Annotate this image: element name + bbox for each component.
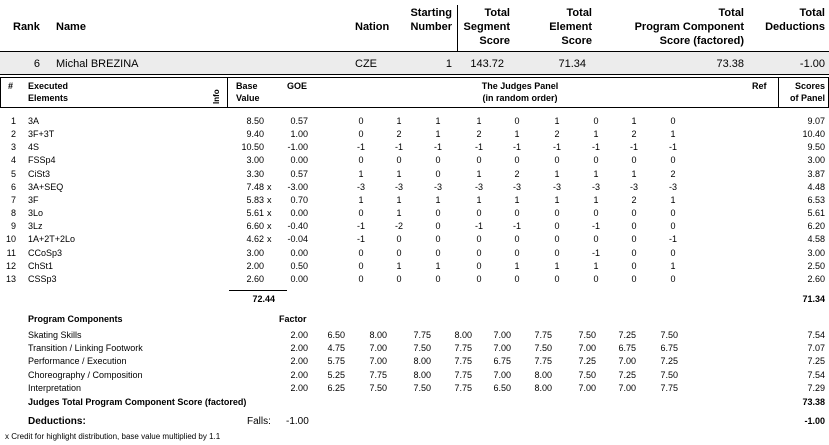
component-name: Interpretation (28, 382, 82, 393)
judge-goe-score: 1 (476, 168, 482, 179)
judge-goe-score: -1 (629, 142, 638, 153)
element-code: CSSp3 (28, 273, 57, 284)
judge-goe-score: 0 (358, 208, 364, 219)
judge-goe-score: -1 (668, 142, 677, 153)
element-goe: -0.04 (287, 234, 308, 245)
judge-goe-score: 2 (514, 168, 520, 179)
element-number: 5 (10, 168, 16, 179)
components-total-label: Judges Total Program Component Score (factored) (28, 397, 247, 407)
judge-goe-score: 0 (476, 273, 482, 284)
judge-component-score: 7.25 (660, 356, 678, 367)
element-goe: 0.00 (290, 155, 308, 166)
judge-goe-score: 1 (435, 260, 441, 271)
judge-component-score: 7.75 (454, 343, 472, 354)
judge-component-score: 6.75 (660, 343, 678, 354)
judge-component-score: 8.00 (534, 382, 552, 393)
element-goe: 0.00 (290, 273, 308, 284)
element-panel-score: 10.40 (802, 129, 825, 140)
judge-goe-score: -1 (394, 142, 403, 153)
element-base-value: 7.48 (246, 181, 264, 192)
judge-goe-score: 1 (514, 194, 520, 205)
component-factor: 2.00 (290, 330, 308, 340)
judge-goe-score: 0 (593, 155, 599, 166)
judge-component-score: 5.25 (327, 369, 345, 380)
element-goe: 1.00 (290, 129, 308, 140)
athlete-starting-number: 1 (445, 58, 452, 70)
judge-component-score: 6.75 (493, 356, 511, 367)
judge-goe-score: 0 (631, 260, 637, 271)
judge-goe-score: -1 (668, 234, 677, 245)
judge-goe-score: 0 (435, 221, 441, 232)
element-base-value: 2.60 (246, 273, 264, 284)
component-factor: 2.00 (290, 369, 308, 380)
judge-goe-score: 0 (554, 234, 560, 245)
judge-goe-score: 0 (554, 155, 560, 166)
header-segment-1: Total (484, 7, 510, 19)
header-segment-3: Score (479, 35, 510, 47)
header-deductions-1: Total (799, 7, 825, 19)
judge-goe-score: 0 (554, 247, 560, 258)
header-base-2: Value (236, 93, 260, 103)
header-scores-2: of Panel (789, 93, 825, 103)
element-goe: 0.57 (290, 116, 308, 126)
judge-component-score: 7.75 (534, 356, 552, 367)
header-name: Name (56, 21, 86, 33)
judge-goe-score: 0 (435, 273, 441, 284)
judge-goe-score: -1 (356, 234, 365, 245)
judge-component-score: 7.00 (618, 382, 636, 393)
judge-goe-score: 1 (435, 116, 441, 126)
judge-component-score: 7.00 (493, 369, 511, 380)
element-panel-score: 9.50 (807, 142, 825, 153)
athlete-nation: CZE (355, 58, 377, 70)
element-number: 9 (10, 221, 16, 232)
judge-component-score: 7.50 (534, 343, 552, 354)
element-credit-mark: x (267, 234, 272, 245)
athlete-total-deductions: -1.00 (799, 58, 825, 70)
judge-component-score: 7.50 (369, 382, 387, 393)
judge-goe-score: 0 (631, 234, 637, 245)
judge-goe-score: -2 (394, 221, 403, 232)
header-rank: Rank (13, 21, 40, 33)
judge-goe-score: 0 (476, 208, 482, 219)
judge-goe-score: -3 (552, 181, 561, 192)
judge-goe-score: 0 (631, 155, 637, 166)
element-goe: -0.40 (287, 221, 308, 232)
deductions-label: Deductions: (28, 416, 86, 427)
judge-goe-score: 1 (435, 194, 441, 205)
judge-goe-score: -3 (394, 181, 403, 192)
deductions-falls-label: Falls: (247, 416, 271, 427)
element-base-value: 3.30 (246, 168, 264, 179)
judge-goe-score: 1 (554, 168, 560, 179)
header-num: # (8, 81, 14, 91)
judge-goe-score: 0 (476, 260, 482, 271)
element-number: 7 (10, 194, 16, 205)
element-code: CiSt3 (28, 168, 51, 179)
judge-goe-score: 0 (358, 260, 364, 271)
header-goe: GOE (287, 81, 308, 91)
athlete-total-pcs: 73.38 (716, 58, 744, 70)
judge-component-score: 8.00 (454, 330, 472, 340)
judge-component-score: 8.00 (534, 369, 552, 380)
judge-goe-score: 0 (435, 208, 441, 219)
element-panel-score: 5.61 (807, 208, 825, 219)
element-code: 3A+SEQ (28, 181, 64, 192)
judge-goe-score: -1 (474, 221, 483, 232)
judge-goe-score: -3 (356, 181, 365, 192)
judge-goe-score: 0 (358, 116, 364, 126)
header-nation: Nation (355, 21, 390, 33)
judge-goe-score: 2 (631, 129, 637, 140)
judge-goe-score: 0 (396, 155, 402, 166)
judge-goe-score: -1 (433, 142, 442, 153)
component-name: Performance / Execution (28, 356, 127, 367)
judge-component-score: 5.75 (327, 356, 345, 367)
judge-goe-score: 0 (554, 208, 560, 219)
judge-component-score: 7.50 (413, 382, 431, 393)
judge-goe-score: 0 (476, 155, 482, 166)
element-code: 3Lo (28, 208, 44, 219)
element-panel-score: 3.87 (807, 168, 825, 179)
judge-goe-score: -1 (552, 142, 561, 153)
judge-goe-score: 0 (435, 247, 441, 258)
judge-component-score: 7.75 (660, 382, 678, 393)
header-element-3: Score (561, 35, 592, 47)
judge-goe-score: -3 (591, 181, 600, 192)
judge-component-score: 7.25 (618, 369, 636, 380)
header-judges-panel: The Judges Panel (481, 81, 559, 91)
judge-goe-score: -1 (591, 142, 600, 153)
element-number: 13 (5, 273, 16, 284)
element-goe: 0.70 (290, 194, 308, 205)
judge-goe-score: 0 (514, 234, 520, 245)
judge-goe-score: 1 (593, 260, 599, 271)
total-base-value: 72.44 (252, 294, 275, 304)
element-number: 4 (10, 155, 16, 166)
element-goe: 0.00 (290, 208, 308, 219)
judge-goe-score: 2 (631, 194, 637, 205)
judge-goe-score: 1 (435, 129, 441, 140)
judge-goe-score: 2 (554, 129, 560, 140)
judge-component-score: 7.50 (578, 330, 596, 340)
judge-goe-score: 0 (670, 116, 676, 126)
judge-goe-score: 1 (396, 168, 402, 179)
judge-goe-score: -3 (629, 181, 638, 192)
element-code: 1A+2T+2Lo (28, 234, 76, 245)
judge-component-score: 7.50 (660, 369, 678, 380)
component-name: Skating Skills (28, 330, 82, 340)
element-base-value: 6.60 (246, 221, 264, 232)
judge-component-score: 8.00 (413, 356, 431, 367)
judge-component-score: 7.75 (369, 369, 387, 380)
judge-goe-score: 0 (554, 273, 560, 284)
judge-goe-score: -1 (512, 221, 521, 232)
component-name: Transition / Linking Footwork (28, 343, 143, 354)
deductions-total: -1.00 (804, 416, 825, 426)
judge-goe-score: 1 (670, 194, 676, 205)
judge-goe-score: 0 (593, 208, 599, 219)
judge-goe-score: 0 (514, 116, 520, 126)
element-base-value: 9.40 (246, 129, 264, 140)
judge-goe-score: 1 (514, 129, 520, 140)
element-base-value: 3.00 (246, 247, 264, 258)
judge-goe-score: 1 (593, 194, 599, 205)
element-base-value: 10.50 (241, 142, 264, 153)
judge-component-score: 7.75 (454, 369, 472, 380)
header-element-1: Total (566, 7, 592, 19)
judge-goe-score: -3 (668, 181, 677, 192)
judge-goe-score: 0 (358, 129, 364, 140)
judge-component-score: 7.50 (660, 330, 678, 340)
element-base-value: 2.00 (246, 260, 264, 271)
element-number: 8 (10, 208, 16, 219)
judge-goe-score: 2 (670, 168, 676, 179)
header-pcs-3: Score (factored) (659, 35, 744, 47)
header-ref: Ref (752, 81, 767, 91)
element-panel-score: 3.00 (807, 155, 825, 166)
element-credit-mark: x (267, 194, 272, 205)
judge-component-score: 7.00 (493, 343, 511, 354)
judge-component-score: 7.75 (454, 382, 472, 393)
judge-goe-score: 0 (670, 273, 676, 284)
element-code: 3A (28, 116, 40, 126)
judge-goe-score: -1 (591, 247, 600, 258)
header-starting-1: Starting (410, 7, 452, 19)
element-credit-mark: x (267, 208, 272, 219)
judge-component-score: 7.00 (618, 356, 636, 367)
judge-goe-score: 1 (670, 129, 676, 140)
judge-goe-score: -1 (591, 221, 600, 232)
judge-component-score: 7.00 (369, 343, 387, 354)
judge-goe-score: 1 (396, 116, 402, 126)
judge-goe-score: -1 (356, 221, 365, 232)
judge-goe-score: 1 (476, 116, 482, 126)
judge-goe-score: 0 (631, 221, 637, 232)
element-credit-mark: x (267, 221, 272, 232)
judge-goe-score: 1 (554, 116, 560, 126)
component-name: Choreography / Composition (28, 369, 143, 380)
element-panel-score: 9.07 (807, 116, 825, 126)
judge-component-score: 7.75 (454, 356, 472, 367)
header-judges-order: (in random order) (482, 93, 558, 103)
athlete-total-segment: 143.72 (470, 58, 504, 70)
judge-goe-score: 0 (593, 234, 599, 245)
judge-goe-score: 0 (358, 247, 364, 258)
element-goe: -3.00 (287, 181, 308, 192)
element-base-value: 5.83 (246, 194, 264, 205)
judge-goe-score: -1 (356, 142, 365, 153)
judge-goe-score: 0 (554, 221, 560, 232)
element-code: ChSt1 (28, 260, 54, 271)
element-goe: 0.57 (290, 168, 308, 179)
athlete-rank: 6 (33, 58, 40, 70)
component-factor: 2.00 (290, 343, 308, 354)
judge-goe-score: 0 (631, 273, 637, 284)
athlete-name: Michal BREZINA (56, 58, 139, 70)
judge-goe-score: 0 (396, 247, 402, 258)
header-starting-2: Number (410, 21, 452, 33)
judge-component-score: 7.00 (369, 356, 387, 367)
element-code: CCoSp3 (28, 247, 63, 258)
judge-component-score: 7.00 (578, 343, 596, 354)
element-goe: 0.00 (290, 247, 308, 258)
header-deductions-2: Deductions (765, 21, 825, 33)
judge-goe-score: 0 (670, 247, 676, 258)
deductions-falls-value: -1.00 (286, 416, 309, 427)
header-element-2: Element (549, 21, 592, 33)
element-goe: 0.50 (290, 260, 308, 271)
judge-goe-score: 0 (631, 247, 637, 258)
judge-goe-score: 0 (435, 168, 441, 179)
components-total: 73.38 (802, 397, 825, 407)
judge-goe-score: 0 (514, 155, 520, 166)
judge-goe-score: 0 (514, 273, 520, 284)
judge-goe-score: 0 (396, 234, 402, 245)
component-factor: 2.00 (290, 382, 308, 393)
judge-goe-score: 0 (358, 155, 364, 166)
judge-goe-score: 1 (396, 208, 402, 219)
element-number: 11 (6, 247, 16, 258)
judge-goe-score: 1 (631, 116, 637, 126)
judge-goe-score: 1 (593, 129, 599, 140)
element-panel-score: 3.00 (807, 247, 825, 258)
judge-goe-score: 1 (396, 260, 402, 271)
divider-scores (778, 77, 779, 108)
element-base-value: 5.61 (246, 208, 264, 219)
judge-goe-score: -3 (474, 181, 483, 192)
component-panel-score: 7.54 (807, 369, 825, 380)
judge-goe-score: -3 (433, 181, 442, 192)
judge-component-score: 4.75 (327, 343, 345, 354)
judge-goe-score: 0 (358, 273, 364, 284)
judge-goe-score: 0 (435, 234, 441, 245)
header-pcs-2: Program Component (634, 21, 744, 33)
element-panel-score: 4.48 (807, 181, 825, 192)
judge-goe-score: 0 (476, 234, 482, 245)
header-segment-2: Segment (463, 21, 510, 33)
divider-summary-bottom (0, 74, 829, 75)
element-number: 3 (10, 142, 16, 153)
judge-goe-score: 0 (670, 208, 676, 219)
judge-goe-score: 1 (358, 168, 364, 179)
header-base-1: Base (236, 81, 258, 91)
judge-goe-score: 1 (554, 194, 560, 205)
judge-goe-score: 1 (554, 260, 560, 271)
element-number: 12 (5, 260, 16, 271)
header-scores-1: Scores (794, 81, 825, 91)
component-panel-score: 7.07 (807, 343, 825, 354)
judge-goe-score: 0 (476, 247, 482, 258)
judge-goe-score: 2 (396, 129, 402, 140)
element-number: 6 (10, 181, 16, 192)
judge-component-score: 7.00 (578, 382, 596, 393)
judge-goe-score: 1 (476, 194, 482, 205)
header-executed-2: Elements (28, 93, 69, 103)
header-pcs-1: Total (718, 7, 744, 19)
component-panel-score: 7.25 (807, 356, 825, 367)
element-base-value: 8.50 (246, 116, 264, 126)
judge-component-score: 7.75 (534, 330, 552, 340)
judge-goe-score: 0 (670, 155, 676, 166)
judge-goe-score: 0 (593, 116, 599, 126)
components-title: Program Components (28, 314, 123, 324)
judge-goe-score: 0 (593, 273, 599, 284)
judge-component-score: 6.75 (618, 343, 636, 354)
judge-component-score: 7.25 (618, 330, 636, 340)
element-panel-score: 6.53 (807, 194, 825, 205)
element-base-value: 4.62 (246, 234, 264, 245)
judge-goe-score: 1 (593, 168, 599, 179)
elements-header-box (0, 77, 829, 108)
element-code: 3F (28, 194, 39, 205)
judge-goe-score: 2 (476, 129, 482, 140)
judge-component-score: 8.00 (413, 369, 431, 380)
element-goe: -1.00 (287, 142, 308, 153)
element-panel-score: 4.58 (807, 234, 825, 245)
element-panel-score: 6.20 (807, 221, 825, 232)
component-factor: 2.00 (290, 356, 308, 367)
components-factor-label: Factor (279, 314, 307, 324)
judge-goe-score: 0 (396, 273, 402, 284)
element-number: 2 (10, 129, 16, 140)
judge-component-score: 8.00 (369, 330, 387, 340)
element-code: 4S (28, 142, 40, 153)
judge-component-score: 7.50 (578, 369, 596, 380)
judge-goe-score: 1 (631, 168, 637, 179)
judge-goe-score: -1 (512, 142, 521, 153)
judge-component-score: 6.25 (327, 382, 345, 393)
header-executed-1: Executed (28, 81, 69, 91)
element-credit-mark: x (267, 181, 272, 192)
base-total-line (229, 290, 287, 291)
judge-goe-score: 0 (631, 208, 637, 219)
footnote: x Credit for highlight distribution, base value multiplied by 1.1 (5, 432, 221, 441)
judge-component-score: 7.00 (493, 330, 511, 340)
judge-goe-score: 0 (514, 247, 520, 258)
divider-info (227, 77, 228, 108)
judge-goe-score: 1 (514, 260, 520, 271)
judge-component-score: 6.50 (493, 382, 511, 393)
component-panel-score: 7.29 (807, 382, 825, 393)
element-panel-score: 2.60 (807, 273, 825, 284)
element-panel-score: 2.50 (807, 260, 825, 271)
header-info: Info (212, 89, 221, 104)
judge-component-score: 6.50 (327, 330, 345, 340)
judge-goe-score: 1 (396, 194, 402, 205)
element-base-value: 3.00 (246, 155, 264, 166)
judge-goe-score: 0 (514, 208, 520, 219)
judge-goe-score: -1 (474, 142, 483, 153)
judge-goe-score: 1 (358, 194, 364, 205)
element-number: 10 (5, 234, 16, 245)
judge-component-score: 7.75 (413, 330, 431, 340)
element-number: 1 (10, 116, 16, 126)
judge-goe-score: 0 (670, 221, 676, 232)
judge-goe-score: -3 (512, 181, 521, 192)
total-elements-score: 71.34 (802, 294, 825, 304)
element-code: 3F+3T (28, 129, 55, 140)
judge-goe-score: 0 (435, 155, 441, 166)
judge-component-score: 7.50 (413, 343, 431, 354)
element-code: 3Lz (28, 221, 43, 232)
judge-component-score: 7.25 (578, 356, 596, 367)
judge-goe-score: 1 (670, 260, 676, 271)
component-panel-score: 7.54 (807, 330, 825, 340)
athlete-total-element: 71.34 (558, 58, 586, 70)
element-code: FSSp4 (28, 155, 56, 166)
